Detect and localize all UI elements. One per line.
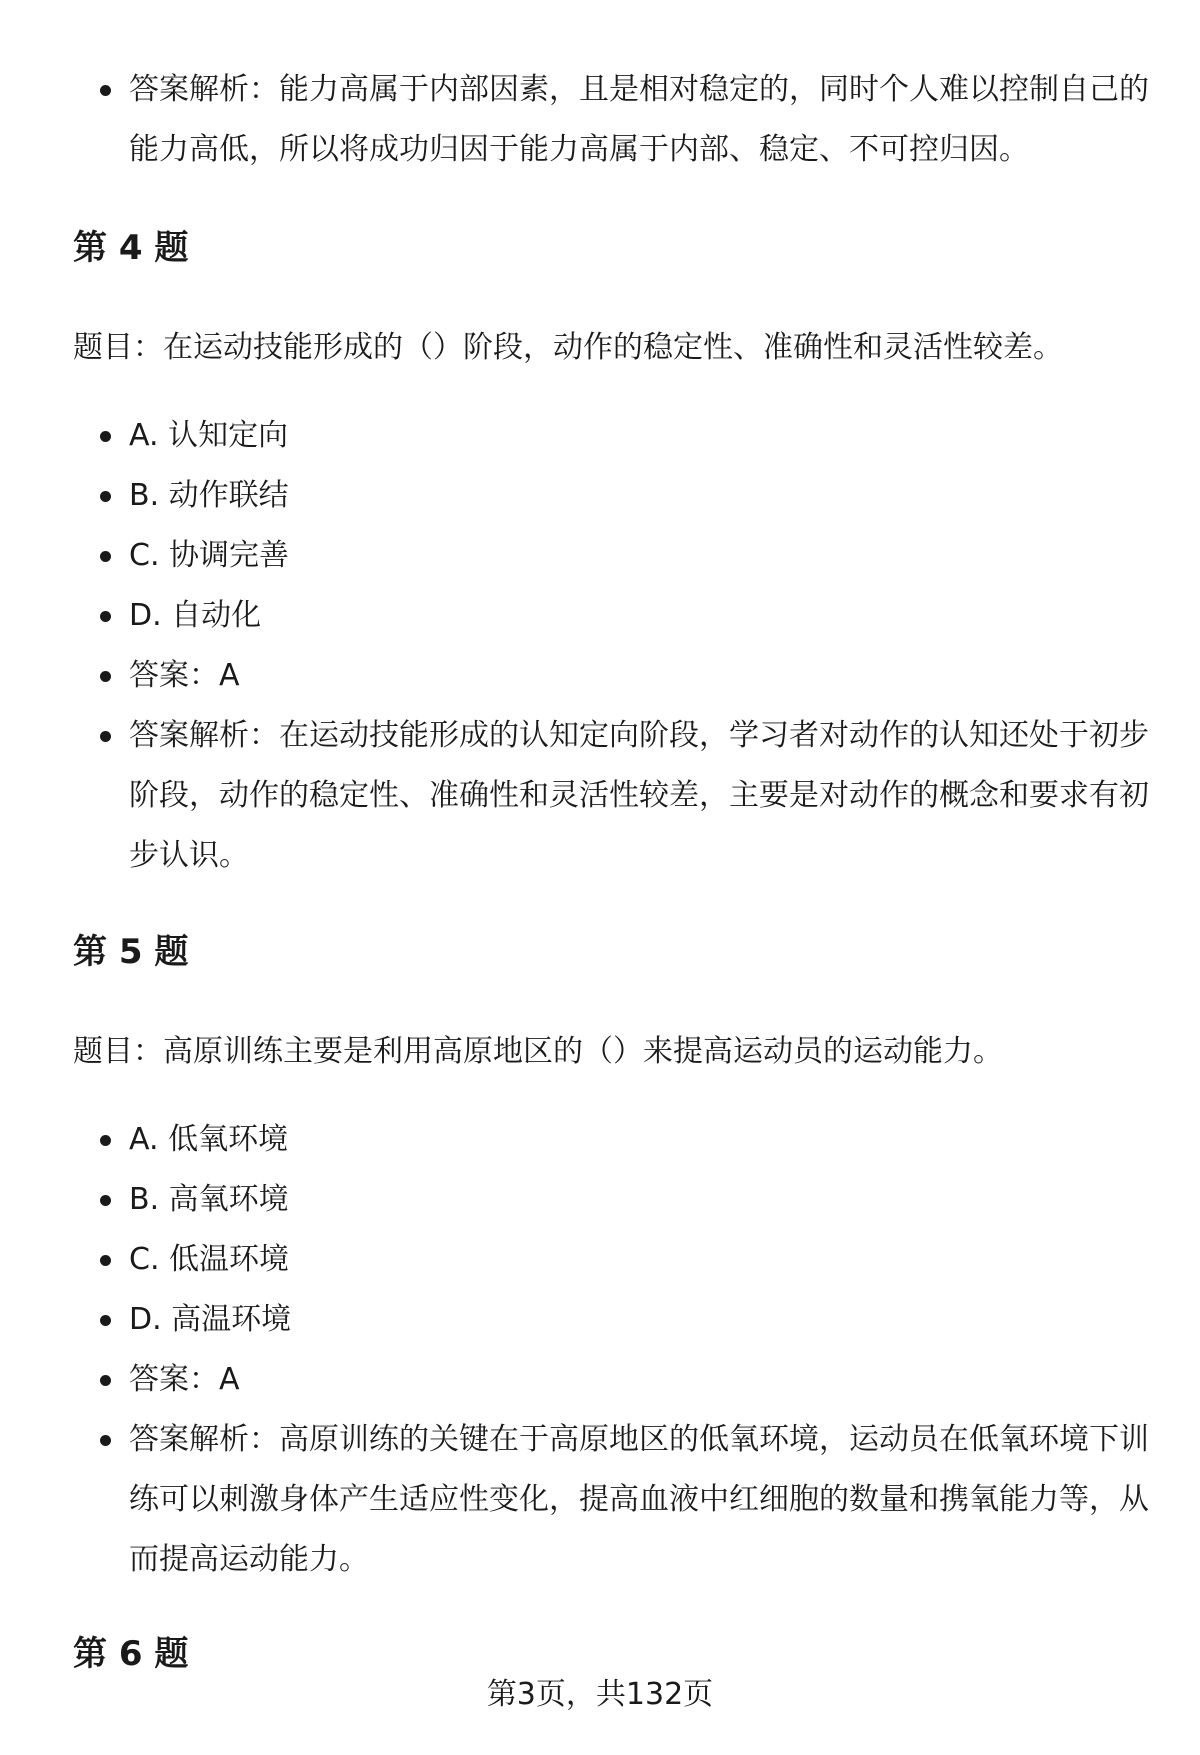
q4-option-d: D. 自动化 [73, 586, 1153, 646]
q4-explanation: 答案解析：在运动技能形成的认知定向阶段，学习者对动作的认知还处于初步阶段，动作的稳定性、准确性和灵活性较差，主要是对动作的概念和要求有初步认识。 [73, 706, 1153, 886]
q5-heading: 第 5 题 [73, 932, 189, 972]
q4-answer: 答案：A [73, 646, 1153, 706]
q3-explanation: 答案解析：能力高属于内部因素，且是相对稳定的，同时个人难以控制自己的能力高低，所以将成功归因于能力高属于内部、稳定、不可控归因。 [73, 60, 1153, 180]
q5-option-b: B. 高氧环境 [73, 1170, 1153, 1230]
page-number-footer: 第3页，共132页 [486, 1677, 714, 1712]
q4-option-b: B. 动作联结 [73, 466, 1153, 526]
q5-options-list [73, 1110, 1153, 1590]
q5-option-c: C. 低温环境 [73, 1230, 1153, 1290]
q6-heading: 第 6 题 [73, 1634, 189, 1674]
q4-option-a: A. 认知定向 [73, 406, 1153, 466]
q5-option-a: A. 低氧环境 [73, 1110, 1153, 1170]
q4-option-c: C. 协调完善 [73, 526, 1153, 586]
q5-question: 题目：高原训练主要是利用高原地区的（）来提高运动员的运动能力。 [73, 1034, 1003, 1069]
q4-options-list [73, 406, 1153, 886]
q3-explanation-list [73, 60, 1153, 180]
q5-answer: 答案：A [73, 1350, 1153, 1410]
q4-question: 题目：在运动技能形成的（）阶段，动作的稳定性、准确性和灵活性较差。 [73, 330, 1063, 365]
q4-heading: 第 4 题 [73, 228, 189, 268]
q5-explanation: 答案解析：高原训练的关键在于高原地区的低氧环境，运动员在低氧环境下训练可以刺激身体产生适应性变化，提高血液中红细胞的数量和携氧能力等，从而提高运动能力。 [73, 1410, 1153, 1590]
q5-option-d: D. 高温环境 [73, 1290, 1153, 1350]
